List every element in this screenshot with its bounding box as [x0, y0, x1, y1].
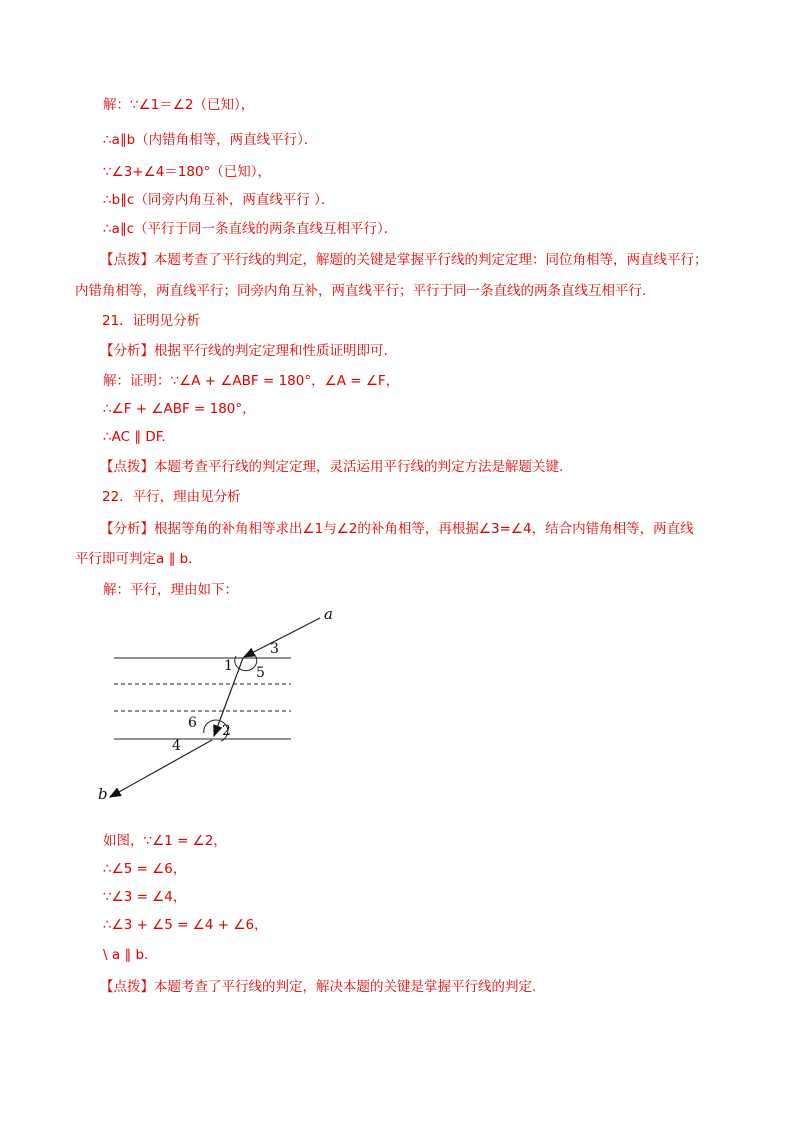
solution-line-2: ∴a∥b（内错角相等，两直线平行）．	[103, 132, 318, 148]
solution-line-5: ∴a∥c（平行于同一条直线的两条直线互相平行）．	[103, 221, 398, 237]
q21-proof-line-3: ∴AC ∥ DF.	[103, 429, 166, 445]
q22-analysis-line-1: 【分析】根据等角的补角相等求出∠1与∠2的补角相等，再根据∠3=∠4，结合内错角相等，两直线	[100, 521, 694, 537]
label-a: a	[324, 605, 333, 623]
angle-label-3: 3	[270, 641, 279, 657]
q21-proof-line-1: 解：证明：∵∠A + ∠ABF = 180°，∠A = ∠F，	[103, 373, 400, 389]
hint-line-2: 内错角相等，两直线平行；同旁内角互补，两直线平行；平行于同一条直线的两条直线互相平行.	[75, 283, 647, 299]
solution-line-4: ∴b∥c（同旁内角互补，两直线平行 ）．	[103, 192, 335, 208]
label-b: b	[98, 785, 108, 803]
q22-proof-line-1: 如图，∵∠1 = ∠2，	[103, 833, 227, 849]
parallel-lines-figure	[90, 600, 350, 810]
angle-label-4: 4	[172, 738, 181, 754]
q21-hint: 【点拨】本题考查平行线的判定定理，灵活运用平行线的判定方法是解题关键.	[100, 459, 564, 475]
q22-answer-intro: 解：平行，理由如下：	[103, 582, 238, 598]
q22-analysis-line-2: 平行即可判定a ∥ b.	[75, 551, 193, 567]
q22-heading: 22．平行，理由见分析	[102, 489, 241, 505]
q22-proof-line-4: ∴∠3 + ∠5 = ∠4 + ∠6，	[103, 917, 268, 933]
angle-label-5: 5	[256, 665, 265, 681]
hint-line-1: 【点拨】本题考查了平行线的判定，解题的关键是掌握平行线的判定定理：同位角相等，两直线平行；	[100, 252, 708, 268]
q21-analysis: 【分析】根据平行线的判定定理和性质证明即可.	[100, 343, 388, 359]
angle-label-1: 1	[224, 658, 233, 674]
solution-line-3: ∵∠3+∠4＝180°（已知），	[103, 164, 272, 180]
angle-label-2: 2	[222, 723, 231, 739]
q22-hint: 【点拨】本题考查了平行线的判定，解决本题的关键是掌握平行线的判定.	[100, 979, 537, 995]
angle-label-6: 6	[188, 715, 197, 731]
ray-a	[244, 618, 320, 657]
q22-proof-line-3: ∵∠3 = ∠4，	[103, 889, 187, 905]
solution-line-1: 解：∵∠1＝∠2（已知），	[103, 97, 255, 113]
q21-proof-line-2: ∴∠F + ∠ABF = 180°，	[103, 401, 256, 417]
q21-heading: 21．证明见分析	[102, 313, 201, 329]
q22-proof-line-2: ∴∠5 = ∠6，	[103, 861, 187, 877]
ray-b	[110, 740, 212, 797]
q22-proof-line-5: \ a ∥ b.	[103, 947, 149, 963]
